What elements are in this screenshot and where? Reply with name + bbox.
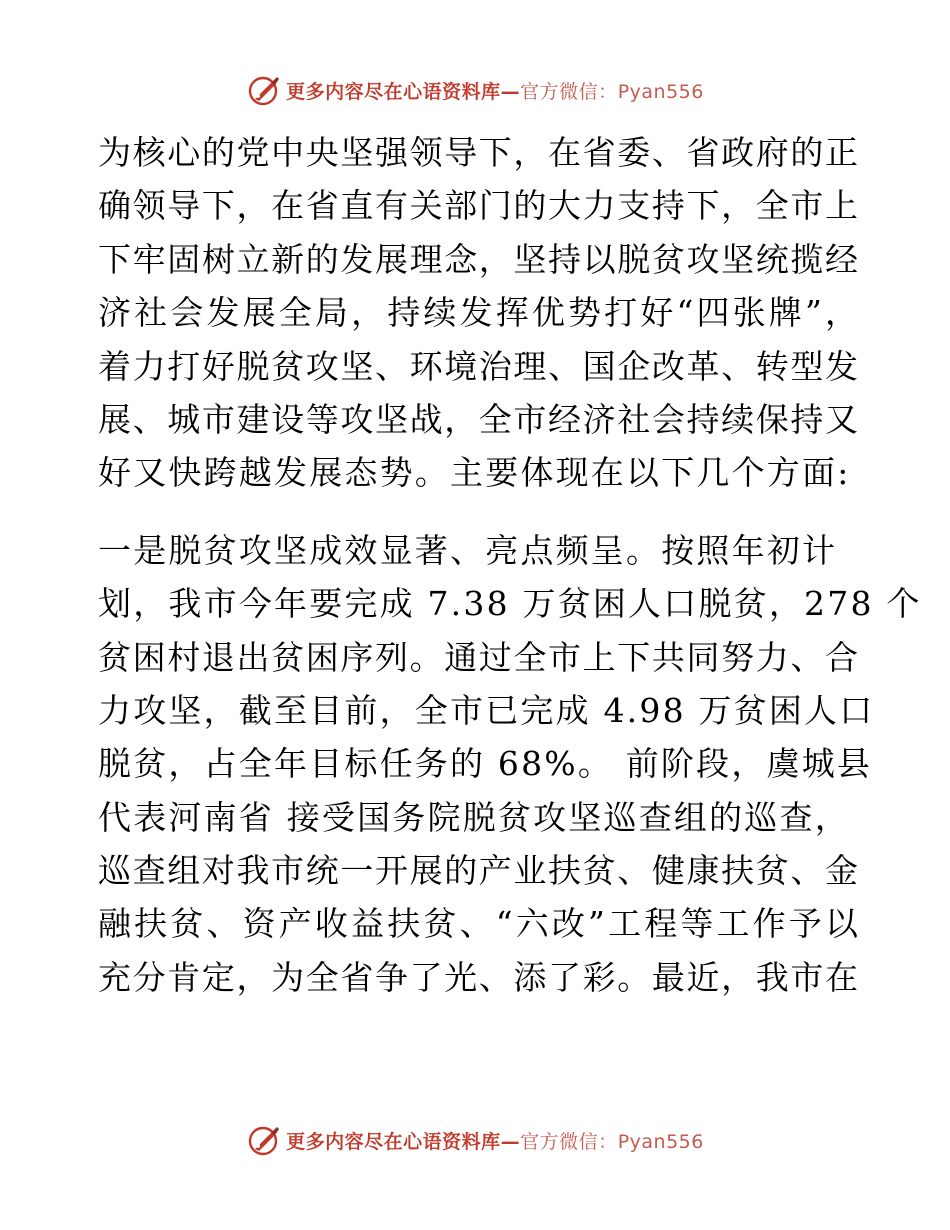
text-line: 确领导下，在省直有关部门的大力支持下，全市上 <box>98 186 858 226</box>
text-line: 为核心的党中央坚强领导下，在省委、省政府的正 <box>98 133 858 172</box>
paragraph-intro <box>98 126 858 500</box>
watermark-brand: 更多内容尽在心语资料库 <box>286 80 501 103</box>
watermark-handle: Pyan556 <box>617 1130 704 1153</box>
document-body <box>98 126 922 1004</box>
watermark-wechat: 官方微信： <box>520 1130 618 1153</box>
text-line: 一是脱贫攻坚成效显著、亮点频呈。按照年初计 <box>98 530 838 570</box>
text-line: 充分肯定，为全省争了光、添了彩。最近，我市在 <box>98 957 858 997</box>
watermark-text <box>286 1127 704 1154</box>
text-line: 代表河南省 接受国务院脱贫攻坚巡查组的巡查， <box>98 797 850 837</box>
watermark-separator: — <box>500 80 521 103</box>
footer-watermark <box>0 1122 950 1158</box>
text-line: 展、城市建设等攻坚战，全市经济社会持续保持又 <box>98 399 858 439</box>
watermark-brand: 更多内容尽在心语资料库 <box>286 1130 501 1153</box>
paragraph-gap <box>98 500 858 524</box>
text-line: 下牢固树立新的发展理念，坚持以脱贫攻坚统揽经 <box>98 239 858 279</box>
header-watermark <box>0 72 950 108</box>
text-line: 济社会发展全局，持续发挥优势打好“四张牌”， <box>98 293 858 333</box>
text-line: 融扶贫、资产收益扶贫、“六改”工程等工作予以 <box>98 904 858 944</box>
text-line: 脱贫，占全年目标任务的 68%。 前阶段，虞城县 <box>98 744 873 784</box>
watermark-separator: — <box>500 1130 521 1153</box>
pen-in-circle-logo-icon <box>246 1122 282 1158</box>
pen-in-circle-logo-icon <box>246 72 282 108</box>
text-line: 贫困村退出贫困序列。通过全市上下共同努力、合 <box>98 637 858 677</box>
text-line: 力攻坚，截至目前，全市已完成 4.98 万贫困人口 <box>98 690 875 730</box>
text-line: 巡查组对我市统一开展的产业扶贫、健康扶贫、金 <box>98 851 858 891</box>
text-line: 好又快跨越发展态势。主要体现在以下几个方面: <box>98 453 851 493</box>
watermark-wechat: 官方微信： <box>520 80 618 103</box>
paragraph-poverty-alleviation <box>98 524 922 1005</box>
text-line: 着力打好脱贫攻坚、环境治理、国企改革、转型发 <box>98 346 858 386</box>
watermark-handle: Pyan556 <box>617 80 704 103</box>
watermark-text <box>286 77 704 104</box>
text-line: 划，我市今年要完成 7.38 万贫困人口脱贫，278 个 <box>98 584 922 624</box>
